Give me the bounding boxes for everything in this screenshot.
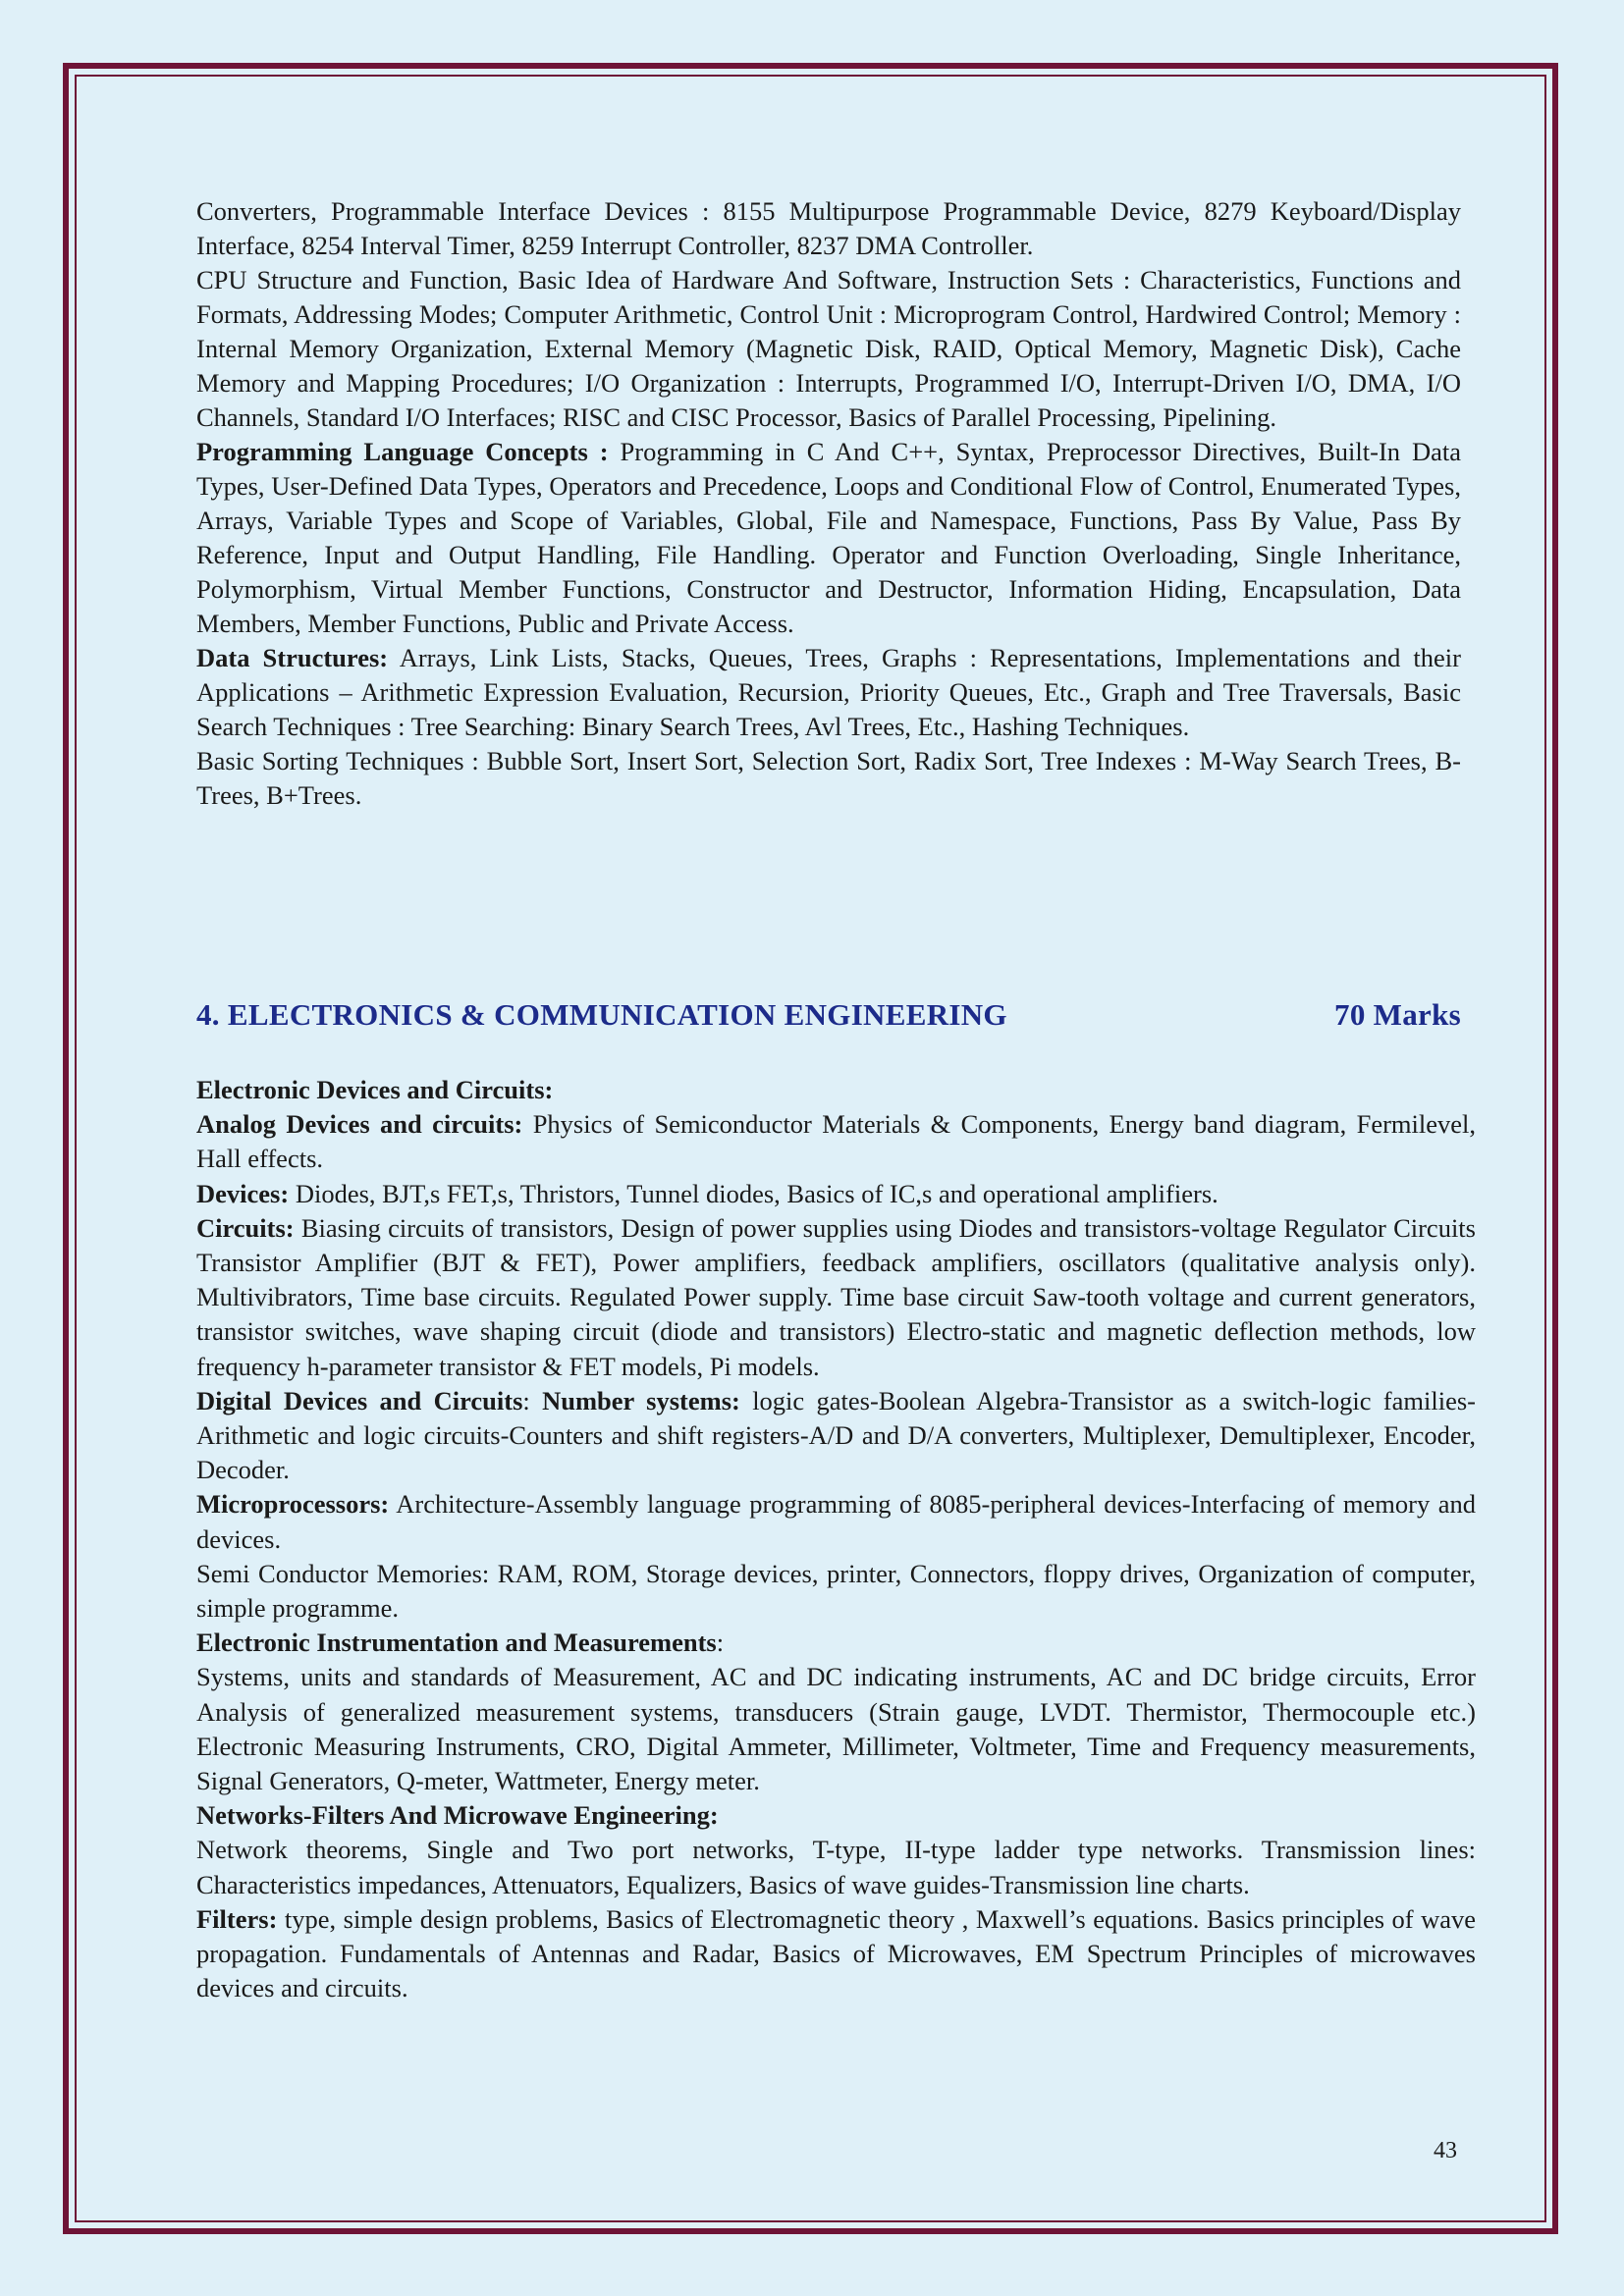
paragraph-networks-heading (196, 1798, 1476, 1833)
label-circuits: Circuits: (196, 1212, 295, 1243)
label-devices: Devices: (196, 1178, 290, 1208)
paragraph-networks: Network theorems, Single and Two port networks, T-type, II-type ladder type networks. Transmission lines: Characteristics impedances, Attenuators, Equalizers, Basics of wave guides-Transmission line charts. (196, 1835, 1476, 1899)
text-analog: Physics of Semiconductor Materials & Components, Energy band diagram, Fermilevel, Hall effects. (196, 1109, 1477, 1174)
paragraph-digital (196, 1384, 1476, 1488)
paragraph-analog (196, 1107, 1476, 1176)
label-edc: Electronic Devices and Circuits: (196, 1075, 554, 1104)
text-devices: Diodes, BJT,s FET,s, Thristors, Tunnel diodes, Basics of IC,s and operational amplifiers. (289, 1178, 1218, 1208)
paragraph-converters: Converters, Programmable Interface Devices : 8155 Multipurpose Programmable Device, 8279 Keyboard/Display Interface, 8254 Interval Timer, 8259 Interrupt Controller, 8237 DMA Controller. (196, 196, 1461, 260)
label-microprocessors: Microprocessors: (196, 1489, 390, 1520)
paragraph-instrumentation-heading (196, 1626, 1476, 1660)
paragraph-instrumentation: Systems, units and standards of Measurement, AC and DC indicating instruments, AC and DC bridge circuits, Error Analysis of generalized measurement systems, transducers (Strain gauge, LVDT. Thermistor, Thermocouple etc.) Electronic Measuring Instruments, CRO, Digital Ammeter, Millimeter, Voltmeter, Time and Frequency measurements, Signal Generators, Q-meter, Wattmeter, Energy meter. (196, 1662, 1476, 1796)
paragraph-semiconductor-memories: Semi Conductor Memories: RAM, ROM, Storage devices, printer, Connectors, floppy drives, Organization of computer, simple programme. (196, 1558, 1476, 1624)
text-programming-language: Programming in C And C++, Syntax, Preprocessor Directives, Built-In Data Types, User-Defined Data Types, Operators and Precedence, Loops and Conditional Flow of Control, Enumerated Types, Arrays, Variable Types and Scope of Variables, Global, File and Namespace, Functions, Pass By Value, Pass By Reference, Input and Output Handling, File Handling. Operator and Function Overloading, Single Inheritance, Polymorphism, Virtual Member Functions, Constructor and Destructor, Information Hiding, Encapsulation, Data Members, Member Functions, Public and Private Access. (196, 437, 1462, 638)
paragraph-sorting: Basic Sorting Techniques : Bubble Sort, Insert Sort, Selection Sort, Radix Sort, Tree Indexes : M-Way Search Trees, B-Trees, B+Trees. (196, 746, 1461, 810)
text-filters: type, simple design problems, Basics of Electromagnetic theory , Maxwell’s equations. Basics principles of wave propagation. Fundamentals of Antennas and Radar, Basics of Microwaves, EM Spectrum Principles of microwaves devices and circuits. (196, 1903, 1476, 2003)
label-data-structures: Data Structures: (196, 643, 389, 672)
paragraph-filters (196, 1902, 1476, 2006)
text-circuits: Biasing circuits of transistors, Design of power supplies using Diodes and transistors-voltage Regulator Circuits Transistor Amplifier (BJT & FET), Power amplifiers, feedback amplifiers, oscillators (qualitative analysis only). Multivibrators, Time base circuits. Regulated Power supply. Time base circuit Saw-tooth voltage and current generators, transistor switches, wave shaping circuit (diode and transistors) Electro-static and magnetic deflection methods, low frequency h-parameter transistor & FET models, Pi models. (196, 1212, 1476, 1381)
label-analog: Analog Devices and circuits: (196, 1109, 523, 1140)
text-digital-sep: : (522, 1385, 543, 1415)
label-digital: Digital Devices and Circuits (196, 1385, 523, 1415)
section-4-body (196, 1073, 1476, 2005)
text-microprocessors: Architecture-Assembly language programming of 8085-peripheral devices-Interfacing of memory and devices. (196, 1489, 1476, 1554)
section-4-title: 4. ELECTRONICS & COMMUNICATION ENGINEERING (196, 997, 1007, 1032)
label-filters: Filters: (196, 1903, 278, 1934)
label-instrumentation: Electronic Instrumentation and Measurements (196, 1628, 717, 1658)
label-number-systems: Number systems: (542, 1385, 740, 1415)
paragraph-edc-heading (196, 1073, 1476, 1107)
paragraph-programming-language (196, 435, 1461, 641)
section-4-heading (196, 997, 1461, 1033)
paragraph-cpu-structure: CPU Structure and Function, Basic Idea of Hardware And Software, Instruction Sets : Characteristics, Functions and Formats, Addressing Modes; Computer Arithmetic, Control Unit : Microprogram Control, Hardwired Control; Memory : Internal Memory Organization, External Memory (Magnetic Disk, RAID, Optical Memory, Magnetic Disk), Cache Memory and Mapping Procedures; I/O Organization : Interrupts, Programmed I/O, Interrupt-Driven I/O, DMA, I/O Channels, Standard I/O Interfaces; RISC and CISC Processor, Basics of Parallel Processing, Pipelining. (196, 265, 1461, 432)
paragraph-data-structures (196, 641, 1461, 744)
section-3-body (196, 194, 1461, 813)
paragraph-circuits (196, 1211, 1476, 1384)
label-programming-language: Programming Language Concepts : (196, 437, 609, 466)
paragraph-microprocessors (196, 1487, 1476, 1556)
page-number: 43 (1434, 2138, 1457, 2163)
paragraph-devices (196, 1177, 1476, 1211)
text-digital: logic gates-Boolean Algebra-Transistor as a switch-logic families-Arithmetic and logic circuits-Counters and shift registers-A/D and D/A converters, Multiplexer, Demultiplexer, Encoder, Decoder. (196, 1385, 1476, 1485)
section-4-marks: 70 Marks (1334, 997, 1461, 1032)
text-data-structures: Arrays, Link Lists, Stacks, Queues, Trees, Graphs : Representations, Implementations and their Applications – Arithmetic Expression Evaluation, Recursion, Priority Queues, Etc., Graph and Tree Traversals, Basic Search Techniques : Tree Searching: Binary Search Trees, Avl Trees, Etc., Hashing Techniques. (196, 643, 1461, 741)
text-instrumentation-colon: : (716, 1628, 725, 1658)
label-networks: Networks-Filters And Microwave Engineering: (196, 1800, 719, 1831)
